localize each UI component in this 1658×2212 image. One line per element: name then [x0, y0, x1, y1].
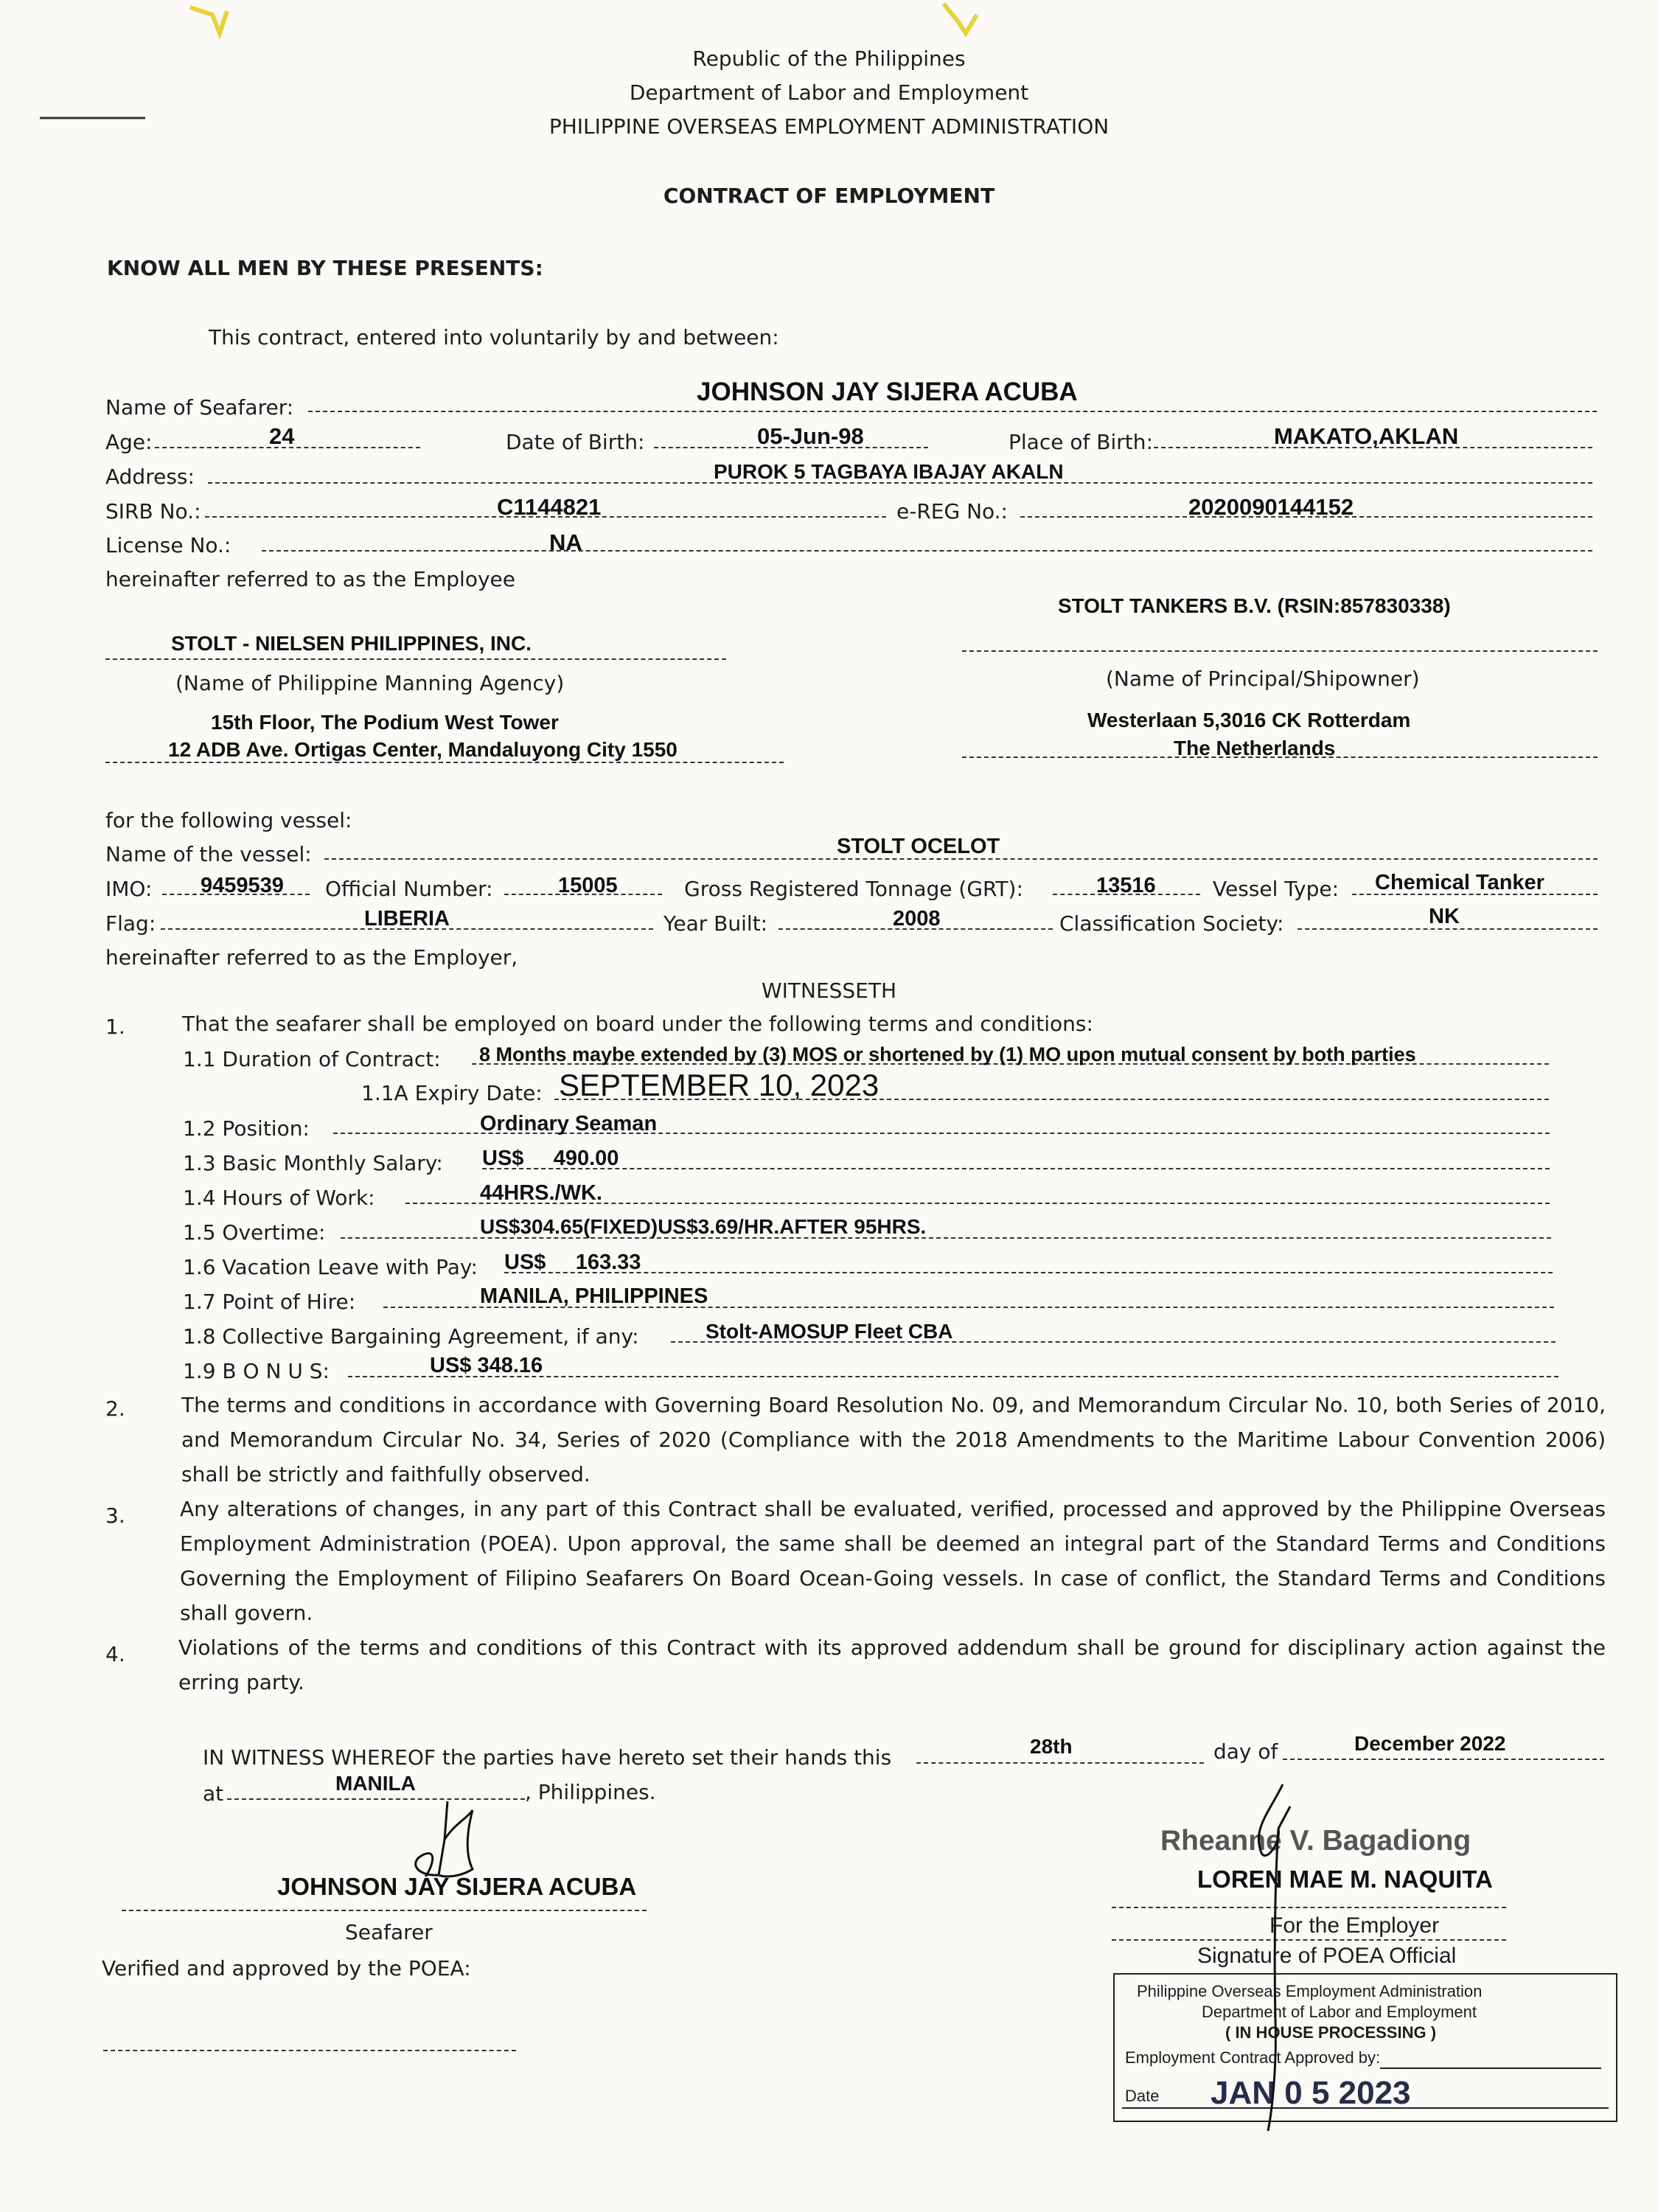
- seafarer-name-line: [308, 411, 1597, 412]
- principal-line: [962, 650, 1598, 652]
- document-title: CONTRACT OF EMPLOYMENT: [663, 184, 995, 208]
- witness-day-line: [916, 1762, 1204, 1764]
- vacation-label: 1.6 Vacation Leave with Pay:: [183, 1255, 478, 1279]
- overtime-label: 1.5 Overtime:: [183, 1220, 326, 1245]
- vessel-name-line: [324, 858, 1598, 860]
- imo-label: IMO:: [105, 877, 153, 901]
- stamp-line-2: Department of Labor and Employment: [1202, 2003, 1477, 2021]
- ereg-value: 2020090144152: [1188, 494, 1354, 520]
- header-republic: Republic of the Philippines: [692, 46, 966, 71]
- agency-name-value: STOLT - NIELSEN PHILIPPINES, INC.: [171, 632, 532, 655]
- clause-4-text: Violations of the terms and conditions of this Contract with its approved addendum shall be ground for disciplinary action against the erring party.: [178, 1635, 1606, 1694]
- witnesseth-heading: WITNESSETH: [761, 978, 897, 1003]
- year-built-value: 2008: [893, 907, 941, 931]
- agency-address2: 12 ADB Ave. Ortigas Center, Mandaluyong City 1550: [168, 738, 678, 761]
- witness-day-value: 28th: [1030, 1735, 1073, 1758]
- seafarer-signature-line: [122, 1910, 647, 1911]
- poea-approval-stamp: [1113, 1973, 1617, 2122]
- poea-official-caption: Signature of POEA Official: [1197, 1944, 1457, 1968]
- yellow-highlight-mark-right: [936, 0, 988, 37]
- witness-text: IN WITNESS WHEREOF the parties have hereto set their hands this: [203, 1745, 892, 1770]
- flag-value: LIBERIA: [364, 907, 450, 931]
- cba-value: Stolt-AMOSUP Fleet CBA: [706, 1320, 953, 1343]
- employer-caption: For the Employer: [1269, 1913, 1440, 1938]
- agency-line: [105, 658, 726, 660]
- vessel-type-value: Chemical Tanker: [1375, 871, 1544, 894]
- clause-4-number: 4.: [105, 1642, 125, 1666]
- corner-mark: [38, 109, 149, 124]
- stamp-bottom-rule: [1122, 2107, 1609, 2109]
- grt-value: 13516: [1096, 874, 1156, 897]
- salary-value: US$ 490.00: [482, 1147, 619, 1170]
- address-value: PUROK 5 TAGBAYA IBAJAY AKALN: [714, 460, 1064, 483]
- license-line: [262, 550, 1592, 552]
- vessel-type-label: Vessel Type:: [1213, 877, 1340, 901]
- clause-3-text: Any alterations of changes, in any part of this Contract shall be evaluated, verified, processed and approved by the Philippine Overseas Employment Administration (POEA). Upon approval, the same shall be deemed an integral part of the Standard Terms and Conditions Governing the Employment of Filipino Seafarers On Board Ocean-Going vessels. In case of conflict, the Standard Terms and Conditions shall govern.: [180, 1497, 1606, 1625]
- witness-at: at: [203, 1781, 224, 1806]
- principal-caption: (Name of Principal/Shipowner): [1106, 667, 1420, 691]
- bonus-value: US$ 348.16: [430, 1354, 543, 1377]
- stamp-approved-line: [1380, 2067, 1601, 2069]
- duration-value: 8 Months maybe extended by (3) MOS or shortened by (1) MO upon mutual consent by both parties: [479, 1043, 1416, 1065]
- license-value: NA: [549, 529, 582, 555]
- stamp-line-1: Philippine Overseas Employment Administration: [1137, 1982, 1483, 2000]
- point-of-hire-label: 1.7 Point of Hire:: [183, 1290, 356, 1314]
- official-number-label: Official Number:: [325, 877, 493, 901]
- duration-label: 1.1 Duration of Contract:: [183, 1047, 441, 1071]
- position-value: Ordinary Seaman: [480, 1112, 658, 1135]
- clause-1-intro: That the seafarer shall be employed on board under the following terms and conditions:: [182, 1012, 1093, 1036]
- intro-sentence: This contract, entered into voluntarily by and between:: [209, 325, 779, 349]
- seafarer-caption: Seafarer: [345, 1920, 433, 1944]
- witness-place-value: MANILA: [335, 1772, 416, 1795]
- clause-2-number: 2.: [105, 1397, 125, 1421]
- year-built-label: Year Built:: [663, 911, 768, 936]
- witness-day-of: day of: [1213, 1739, 1278, 1764]
- sirb-label: SIRB No.:: [105, 499, 201, 524]
- grt-label: Gross Registered Tonnage (GRT):: [684, 877, 1023, 901]
- vessel-name-label: Name of the vessel:: [105, 842, 312, 866]
- age-value: 24: [269, 423, 295, 449]
- dob-value: 05-Jun-98: [757, 423, 864, 449]
- agency-address1: 15th Floor, The Podium West Tower: [211, 711, 559, 734]
- class-society-label: Classification Society:: [1059, 911, 1284, 936]
- clause-3-number: 3.: [105, 1503, 125, 1528]
- stamp-line-4: Employment Contract Approved by:: [1125, 2048, 1381, 2067]
- pob-label: Place of Birth:: [1009, 430, 1153, 454]
- salary-line: [482, 1168, 1550, 1169]
- stamp-date-label: Date: [1125, 2087, 1160, 2105]
- age-label: Age:: [105, 430, 153, 454]
- stamp-date-value: JAN 0 5 2023: [1211, 2075, 1411, 2111]
- class-society-line: [1298, 928, 1598, 930]
- clause-1-number: 1.: [105, 1015, 125, 1039]
- hours-label: 1.4 Hours of Work:: [183, 1186, 375, 1210]
- vacation-value: US$ 163.33: [504, 1251, 641, 1274]
- yellow-highlight-mark-left: [183, 0, 242, 37]
- vacation-line: [504, 1272, 1553, 1273]
- license-label: License No.:: [105, 533, 231, 557]
- principal-name-value: STOLT TANKERS B.V. (RSIN:857830338): [1058, 594, 1451, 617]
- address-label: Address:: [105, 465, 195, 489]
- cba-label: 1.8 Collective Bargaining Agreement, if any:: [183, 1324, 639, 1349]
- clause-2-text: The terms and conditions in accordance with Governing Board Resolution No. 09, and Memorandum Circular No. 10, both Series of 2010, and Memorandum Circular No. 34, Series of 2020 (Compliance with the 2018 Amendments to the Maritime Labour Convention 2006) shall be strictly and faithfully observed.: [181, 1393, 1606, 1486]
- agency-address-line: [105, 762, 784, 763]
- official-number-value: 15005: [558, 874, 618, 897]
- class-society-value: NK: [1429, 905, 1460, 928]
- sirb-value: C1144821: [497, 494, 602, 520]
- employer-referred: hereinafter referred to as the Employer,: [105, 945, 518, 970]
- header-department: Department of Labor and Employment: [629, 80, 1029, 105]
- expiry-label: 1.1A Expiry Date:: [361, 1081, 543, 1105]
- agency-caption: (Name of Philippine Manning Agency): [175, 671, 565, 695]
- hours-value: 44HRS./WK.: [480, 1181, 602, 1205]
- ereg-label: e-REG No.:: [896, 499, 1008, 524]
- principal-address1: Westerlaan 5,3016 CK Rotterdam: [1087, 709, 1411, 731]
- overtime-value: US$304.65(FIXED)US$3.69/HR.AFTER 95HRS.: [480, 1215, 927, 1238]
- witness-month-line: [1283, 1759, 1604, 1760]
- employee-referred: hereinafter referred to as the Employee: [105, 567, 515, 591]
- salary-label: 1.3 Basic Monthly Salary:: [183, 1151, 443, 1175]
- flag-label: Flag:: [105, 911, 156, 936]
- poea-verify-line: [103, 2050, 516, 2051]
- point-of-hire-value: MANILA, PHILIPPINES: [480, 1284, 708, 1308]
- verified-by-poea: Verified and approved by the POEA:: [102, 1956, 471, 1980]
- position-label: 1.2 Position:: [183, 1116, 310, 1141]
- employer-signature: [1224, 1755, 1312, 2138]
- dob-label: Date of Birth:: [506, 430, 645, 454]
- principal-address2: The Netherlands: [1174, 737, 1336, 759]
- seafarer-name-label: Name of Seafarer:: [105, 395, 294, 420]
- pob-value: MAKATO,AKLAN: [1274, 423, 1459, 449]
- employer-signatory-name: LOREN MAE M. NAQUITA: [1197, 1865, 1493, 1893]
- know-all-heading: KNOW ALL MEN BY THESE PRESENTS:: [107, 256, 543, 280]
- header-poea: PHILIPPINE OVERSEAS EMPLOYMENT ADMINISTRATION: [548, 114, 1110, 139]
- vessel-for-label: for the following vessel:: [105, 808, 352, 832]
- seafarer-signatory-name: JOHNSON JAY SIJERA ACUBA: [277, 1873, 637, 1900]
- witness-month-value: December 2022: [1354, 1732, 1506, 1755]
- vessel-name-value: STOLT OCELOT: [837, 835, 1000, 858]
- imo-value: 9459539: [201, 874, 284, 897]
- bonus-label: 1.9 B O N U S:: [183, 1359, 330, 1383]
- witness-philippines: , Philippines.: [525, 1780, 656, 1804]
- stamp-line-3: ( IN HOUSE PROCESSING ): [1225, 2023, 1437, 2042]
- seafarer-name-value: JOHNSON JAY SIJERA ACUBA: [697, 378, 1078, 406]
- employer-stamped-name: Rheanne V. Bagadiong: [1160, 1825, 1471, 1857]
- expiry-value: SEPTEMBER 10, 2023: [559, 1068, 879, 1102]
